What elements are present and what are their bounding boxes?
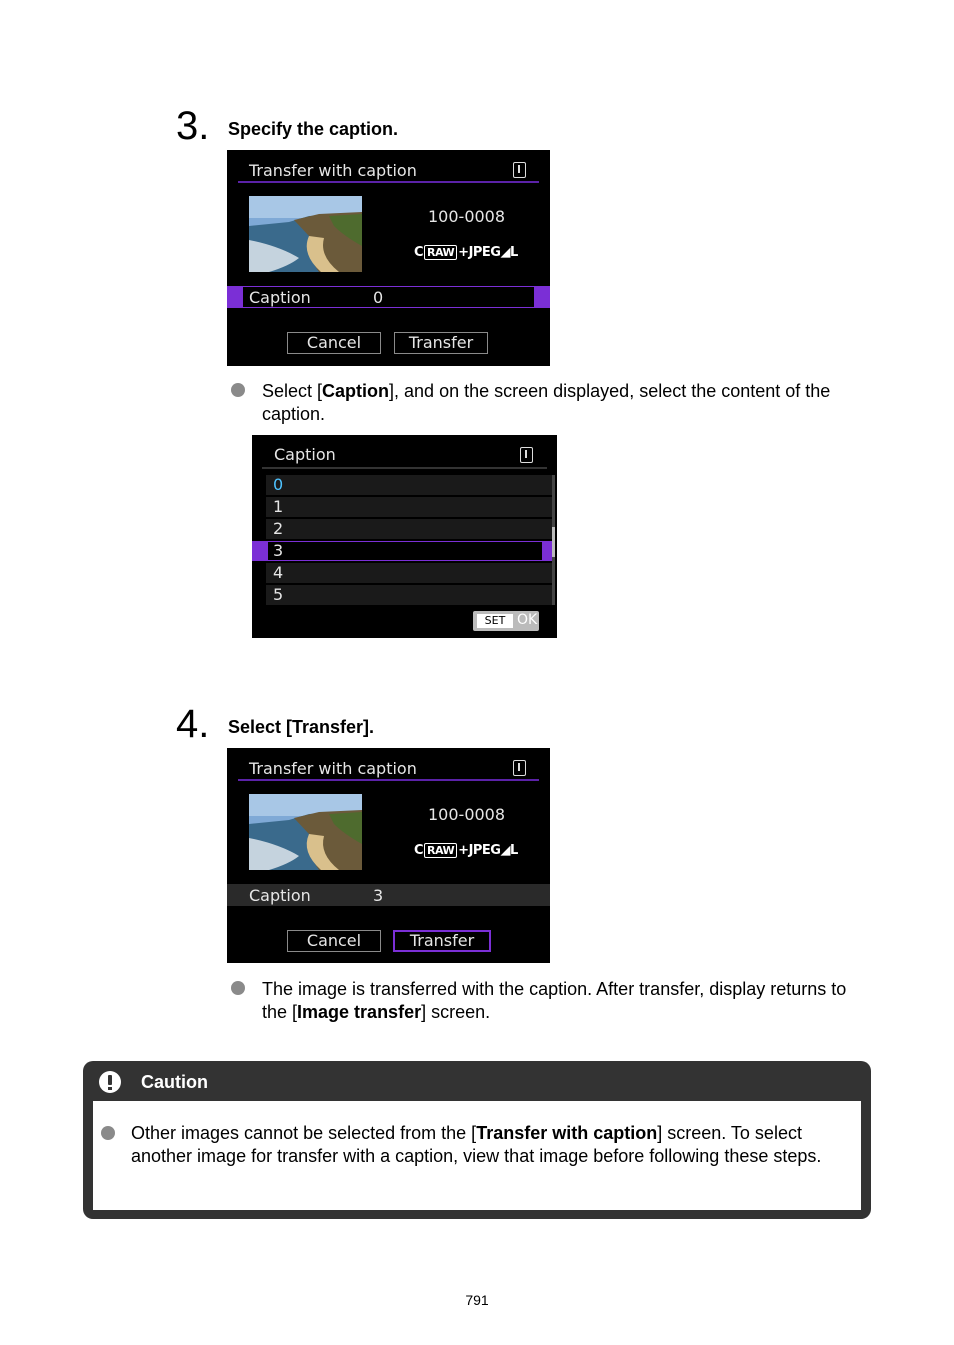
cancel-button[interactable]: Cancel xyxy=(287,332,381,354)
quality-size-icon: ◢ xyxy=(500,245,510,260)
header-divider xyxy=(238,181,539,183)
set-ok-button[interactable] xyxy=(473,611,539,631)
quality-size: L xyxy=(509,843,518,858)
camera-screen-caption-list xyxy=(252,435,557,638)
memory-card-icon xyxy=(520,447,533,463)
caution-text-part: Other images cannot be selected from the [ xyxy=(131,1123,477,1143)
cancel-button[interactable]: Cancel xyxy=(287,930,381,952)
image-thumbnail xyxy=(249,196,362,272)
step-number: 4. xyxy=(176,702,210,746)
caution-text-bold: Transfer with caption xyxy=(476,1123,658,1143)
caption-label: Caption xyxy=(249,288,311,307)
camera-screen-transfer-with-caption xyxy=(227,748,550,963)
list-item-label: 1 xyxy=(273,497,284,516)
screen-title: Transfer with caption xyxy=(249,161,417,180)
list-item[interactable] xyxy=(266,585,552,605)
page-number: 791 xyxy=(465,1292,489,1308)
screen-title: Transfer with caption xyxy=(249,759,417,778)
bullet xyxy=(101,1126,115,1140)
quality-jpeg: +JPEG xyxy=(458,843,501,858)
instruction-text: ] screen. xyxy=(421,1002,491,1022)
set-label: SET xyxy=(477,614,513,628)
list-item-selected[interactable] xyxy=(252,541,552,561)
header-divider xyxy=(262,467,547,469)
list-item-label: 3 xyxy=(273,541,284,560)
list-item[interactable] xyxy=(266,563,552,583)
quality-c: C xyxy=(414,843,424,858)
bullet xyxy=(231,383,245,397)
instruction-text: The image is transferred with the caption. After transfer, display returns to the [ xyxy=(262,979,847,1022)
caption-row[interactable] xyxy=(227,884,550,906)
list-item-label: 0 xyxy=(273,475,284,494)
image-quality xyxy=(414,843,518,858)
caution-box xyxy=(83,1061,871,1219)
image-thumbnail xyxy=(249,794,362,870)
bullet xyxy=(231,981,245,995)
file-number: 100-0008 xyxy=(428,207,506,226)
instruction-text: ], and on the screen displayed, select the content of the caption. xyxy=(262,381,831,424)
quality-size-icon: ◢ xyxy=(500,843,510,858)
raw-badge: RAW xyxy=(424,245,457,260)
quality-size: L xyxy=(509,245,518,260)
list-item-label: 2 xyxy=(273,519,284,538)
step-title: Specify the caption. xyxy=(228,119,399,139)
file-number: 100-0008 xyxy=(428,805,506,824)
caution-text-part: ] screen. To select another image for transfer with a caption, view that image before following these steps. xyxy=(131,1123,822,1166)
caution-text xyxy=(131,1122,831,1168)
raw-badge: RAW xyxy=(424,843,457,858)
quality-c: C xyxy=(414,245,424,260)
screen-title: Caption xyxy=(274,445,336,464)
transfer-button[interactable]: Transfer xyxy=(393,930,491,952)
caption-value: 0 xyxy=(373,288,384,307)
step-title: Select [Transfer]. xyxy=(228,717,375,737)
memory-card-icon xyxy=(513,162,526,178)
step3-instruction xyxy=(262,380,872,426)
instruction-text: Select [ xyxy=(262,381,323,401)
ok-label: OK xyxy=(517,612,538,628)
transfer-button[interactable]: Transfer xyxy=(394,332,488,354)
list-item[interactable] xyxy=(266,519,552,539)
list-item-label: 4 xyxy=(273,563,284,582)
list-item-label: 5 xyxy=(273,585,284,604)
scrollbar-thumb[interactable] xyxy=(552,527,555,557)
caution-content xyxy=(93,1101,861,1210)
caption-value: 3 xyxy=(373,886,384,905)
step-number: 3. xyxy=(176,104,210,148)
instruction-bold: Image transfer xyxy=(297,1002,422,1022)
step4-instruction xyxy=(262,978,874,1024)
quality-jpeg: +JPEG xyxy=(458,245,501,260)
caution-title: Caution xyxy=(141,1072,208,1092)
instruction-bold: Caption xyxy=(322,381,390,401)
image-quality xyxy=(414,245,518,260)
caption-label: Caption xyxy=(249,886,311,905)
caption-row[interactable] xyxy=(227,286,550,308)
memory-card-icon xyxy=(513,760,526,776)
list-item[interactable] xyxy=(266,497,552,517)
header-divider xyxy=(238,779,539,781)
list-item[interactable] xyxy=(266,475,552,495)
camera-screen-transfer-with-caption xyxy=(227,150,550,366)
caution-icon xyxy=(99,1071,121,1093)
